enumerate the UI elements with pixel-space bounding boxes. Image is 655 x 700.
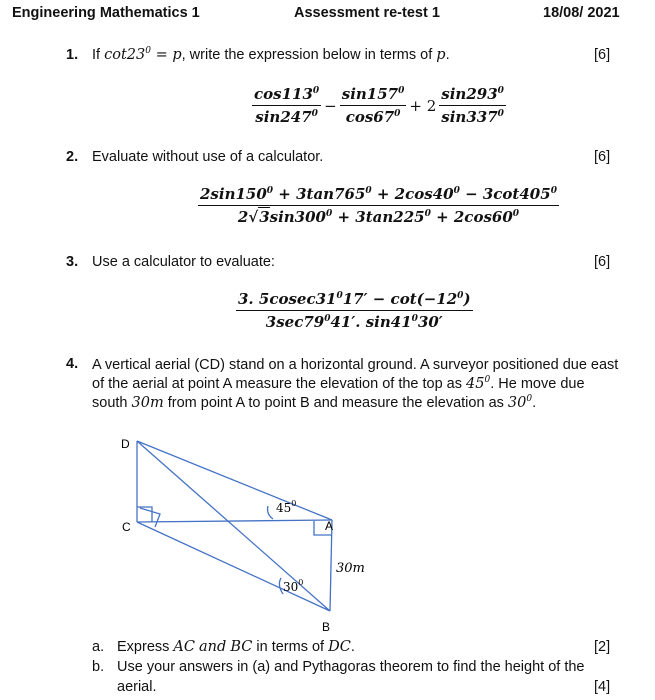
line-ab xyxy=(330,520,332,611)
q1-fraction-3: $\frac{\sin 293^0}{\sin 337^0}$ xyxy=(441,85,504,126)
q1-text: If $\cot 23^0 = p$, write the expression below in terms of p. xyxy=(92,46,450,63)
q4b-label: b. xyxy=(92,659,105,675)
line-ca xyxy=(137,520,332,522)
q4a-marks: [2] xyxy=(594,639,611,655)
line-cb xyxy=(137,522,330,611)
q4-line-3: south 30m from point A to point B and measure the elevation as $30^0$. xyxy=(92,394,537,411)
angle-arc-45 xyxy=(268,506,273,519)
q3-marks: [6] xyxy=(594,254,611,270)
q1-fraction-1: $\frac{\cos 113^0}{\sin 247^0}$ xyxy=(254,85,320,126)
label-d: D xyxy=(121,437,130,451)
q1-expression: $\frac{\cos 113^0}{\sin 247^0}$ − $\frac{\sin 157^0}{\cos 67^0}$ + 2 $\frac{\sin 293^0}{\sin 337^0}$ xyxy=(254,85,504,126)
q4b-marks: [4] xyxy=(594,679,611,695)
q3-text: Use a calculator to evaluate: xyxy=(92,254,275,270)
q2-number: 2. xyxy=(66,149,79,165)
q4a-label: a. xyxy=(92,639,105,655)
angle-label-45: $45^0$ xyxy=(276,499,297,515)
q4-line-2: of the aerial at point A measure the elevation of the top as $45^0$. He move due xyxy=(92,375,585,392)
q3-number: 3. xyxy=(66,254,79,270)
assessment-title: Assessment re-test 1 xyxy=(294,5,440,21)
angle-label-30: $30^0$ xyxy=(283,578,304,594)
label-b: B xyxy=(322,620,331,634)
q2-expression: $\frac{2\sin 150^0 + 3\tan 765^0 + 2\cos 40^0 - 3\cot 405^0}{2√3\sin 300^0 + 3\tan 225^0 + 2\cos 60^0}$ xyxy=(200,185,557,226)
q4-line-1: A vertical aerial (CD) stand on a horizontal ground. A surveyor positioned due east xyxy=(92,357,619,373)
q4a-text: Express AC and BC in terms of DC. xyxy=(117,639,355,655)
q4b-text-2: aerial. xyxy=(117,679,157,695)
label-c: C xyxy=(122,520,131,534)
q1-marks: [6] xyxy=(594,47,611,63)
q4-number: 4. xyxy=(66,356,79,372)
line-da xyxy=(137,441,332,520)
q2-marks: [6] xyxy=(594,149,611,165)
q2-text: Evaluate without use of a calculator. xyxy=(92,149,324,165)
q1-fraction-2: $\frac{\sin 157^0}{\cos 67^0}$ xyxy=(341,85,405,126)
side-label-30m: 30m xyxy=(336,561,365,576)
assessment-date: 18/08/ 2021 xyxy=(543,5,620,21)
q1-number: 1. xyxy=(66,47,79,63)
q3-expression: $\frac{3. 5cosec31^017' - \cot(-12^0)}{3\sec 79^041'. \sin 41^030'}$ xyxy=(238,290,471,331)
course-title: Engineering Mathematics 1 xyxy=(12,5,200,21)
label-a: A xyxy=(325,519,334,533)
q4b-text: Use your answers in (a) and Pythagoras theorem to find the height of the xyxy=(117,659,585,675)
